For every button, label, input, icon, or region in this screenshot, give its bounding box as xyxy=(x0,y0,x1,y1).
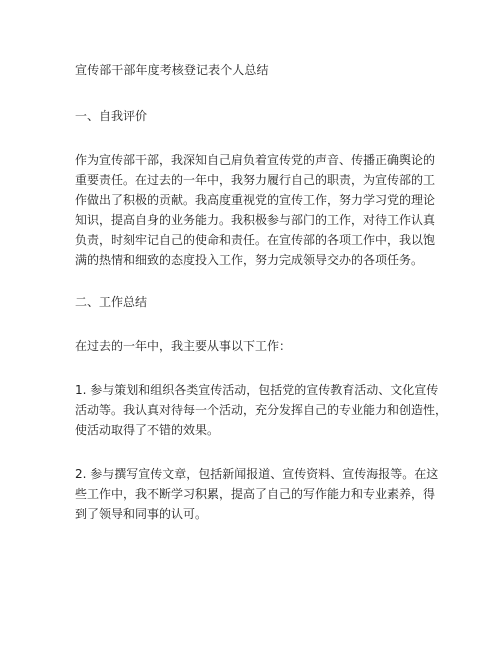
work-summary-intro xyxy=(75,336,435,356)
paragraph-line: 满的热情和细致的态度投入工作，努力完成领导交办的各项任务。 xyxy=(75,253,424,267)
paragraph-line: 负责，时刻牢记自己的使命和责任。在宣传部的各项工作中，我以饱 xyxy=(75,233,436,247)
paragraph-line: 活动等。我认真对待每一个活动，充分发挥自己的专业能力和创造性， xyxy=(75,403,448,417)
paragraph-line: 作为宣传部干部，我深知自己肩负着宣传党的声音、传播正确舆论的 xyxy=(75,153,436,167)
document-title: 宣传部干部年度考核登记表个人总结 xyxy=(75,63,269,77)
section-heading-self-evaluation: 一、自我评价 xyxy=(75,109,148,123)
work-item-1 xyxy=(75,380,448,440)
paragraph-line: 1. 参与策划和组织各类宣传活动，包括党的宣传教育活动、文化宣传 xyxy=(75,383,439,397)
paragraph-line: 使活动取得了不错的效果。 xyxy=(75,423,220,437)
paragraph-line: 知识，提高自身的业务能力。我积极参与部门的工作，对待工作认真 xyxy=(75,213,436,227)
paragraph-line: 2. 参与撰写宣传文章，包括新闻报道、宣传资料、宣传海报等。在这 xyxy=(75,467,439,481)
paragraph-line: 在过去的一年中，我主要从事以下工作： xyxy=(75,339,292,353)
paragraph-line: 重要责任。在过去的一年中，我努力履行自己的职责，为宣传部的工 xyxy=(75,173,436,187)
work-item-2 xyxy=(75,464,439,524)
self-evaluation-paragraph xyxy=(75,150,435,270)
paragraph-line: 作做出了积极的贡献。我高度重视党的宣传工作，努力学习党的理论 xyxy=(75,193,436,207)
section-heading-work-summary: 二、工作总结 xyxy=(75,295,148,309)
paragraph-line: 到了领导和同事的认可。 xyxy=(75,507,208,521)
paragraph-line: 些工作中，我不断学习积累，提高了自己的写作能力和专业素养，得 xyxy=(75,487,436,501)
